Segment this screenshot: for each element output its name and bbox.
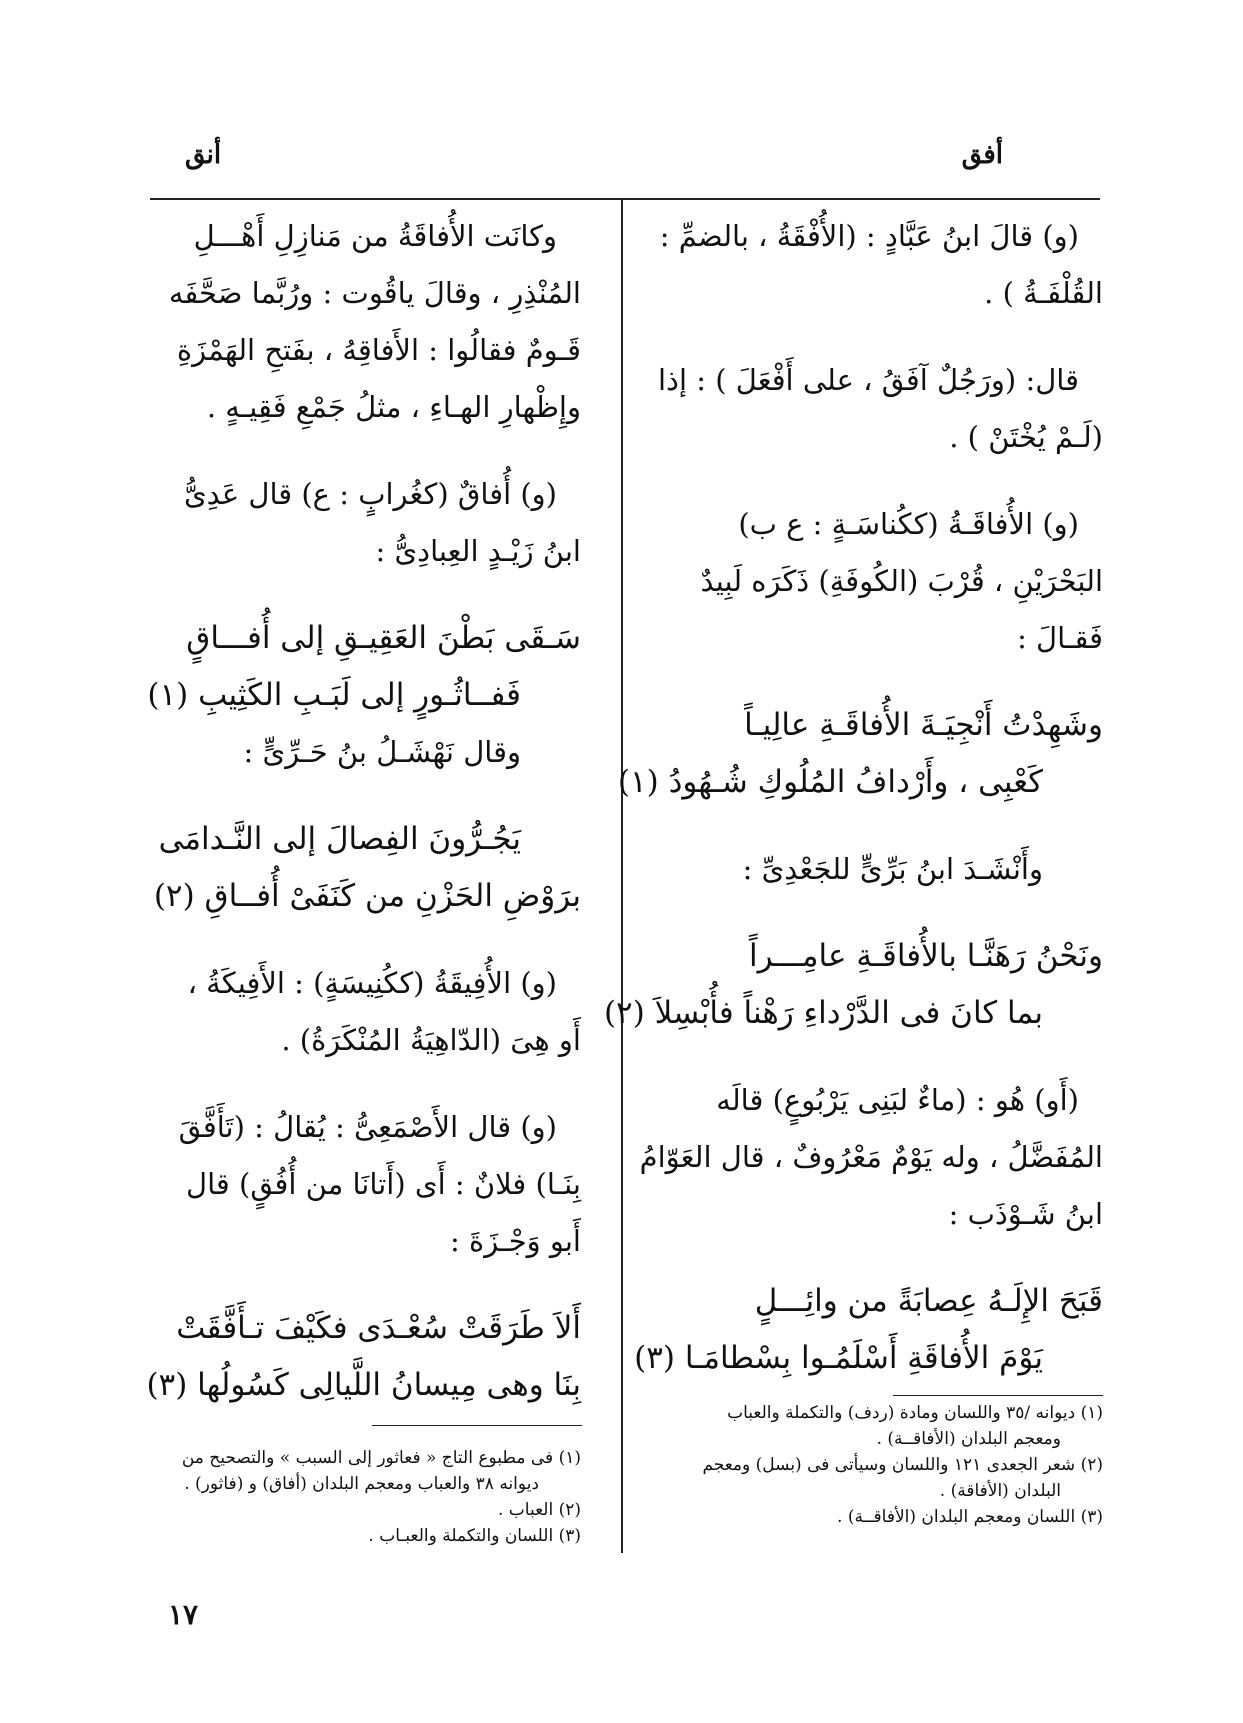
line-gap [121,580,581,610]
text-line: (و) الأُفِيقَةُ (ككُنِيسَةٍ) : الأَفِيكَةُ ، [187,966,557,1000]
verse-line: فَفــاثُـورٍ إلى لَبَـبِ الكَثِيبِ (١) [147,677,521,713]
line-gap [643,898,1103,928]
text-line: بِنَـا) فلانٌ : أَى (أَتانَا من أُفُقٍ) قال [186,1167,581,1201]
verse-line: سَـقَى بَطْنَ العَقِيـقِ إلى أُفـــاقٍ [186,620,581,656]
footnote: (٣) اللسان والتكملة والعبـاب . [368,1526,581,1546]
line-gap [121,781,581,811]
line-gap [643,322,1103,352]
verse-line: ونَحْنُ رَهَنَّـا بالأُفاقَـةِ عامِـــراً [748,938,1103,974]
line-gap [643,466,1103,496]
text-line: (و) أُفاقٌ (كغُرابٍ : ع) قال عَدِىُّ [183,477,557,511]
line-gap [121,1270,581,1300]
verse-line: يَوْمَ الأُفاقَةِ أَسْلَمُـوا بِسْطامَـا (٣) [634,1340,1043,1376]
footnote: (٢) شعر الجعدى ١٢١ واللسان وسيأتى فى (بسل) ومعجم [702,1455,1103,1475]
running-head-left: أنق [185,140,222,170]
verse-line: قَبَحَ الإِلَـهُ عِصابَةً من وائِـــلٍ [754,1283,1103,1319]
footnote: ديوانه ٣٨ والعباب ومعجم البلدان (أفاق) و (فاثور) . [184,1474,539,1494]
line-gap [121,1069,581,1099]
line-gap [121,925,581,955]
text-line: فَقـالَ : [1017,621,1103,655]
text-line: وكانَت الأُفاقَةُ من مَنازِلِ أَهْـــلِ [193,219,557,253]
text-line: المُفَضَّلُ ، وله يَوْمٌ مَعْرُوفٌ ، قال العَوّامُ [639,1140,1103,1174]
text-line: (و) قالَ ابنُ عَبَّادٍ : (الأُفْقَةُ ، بالضمِّ : [659,219,1079,253]
verse-line: كَعْبِى ، وأَرْدافُ المُلُوكِ شُـهُودُ (١) [617,764,1043,800]
footnote: ومعجم البلدان (الأفاقــة) . [876,1429,1061,1449]
left-column [121,208,581,1414]
text-line: وأَنْشَـدَ ابنُ بَرِّىٍّ للجَعْدِىِّ : [742,852,1043,886]
text-line: (و) الأُفاقَـةُ (ككُناسَـةٍ : ع ب) [738,507,1079,541]
text-line: وإِظْهارِ الهـاءِ ، مثلُ جَمْعِ فَقِيـهٍ . [206,390,581,424]
text-line: أَو هِىَ (الدّاهِيَةُ المُنْكَرَةُ) . [281,1023,581,1057]
text-line: (أَو) هُو : (ماءٌ لبَنِى يَرْبُوعٍ) قالَه [716,1083,1079,1117]
text-line: ابنُ شَـوْذَب : [948,1197,1103,1231]
verse-line: أَلاَ طَرَقَتْ سُعْـدَى فكَيْفَ تـأَفَّقَتْ [176,1310,581,1346]
line-gap [643,1243,1103,1273]
text-line: أَبو وَجْـزَةَ : [450,1224,581,1258]
text-line: ابنُ زَيْـدٍ العِبادِىُّ : [375,534,581,568]
right-column [603,208,1103,1387]
column-divider [621,198,623,1553]
text-line: وقال نَهْشَـلُ بنُ حَـرِّىٍّ : [243,735,521,769]
line-gap [643,811,1103,841]
footnote: البلدان (الأفاقة) . [939,1481,1061,1501]
line-gap [643,667,1103,697]
line-gap [643,1042,1103,1072]
line-gap [121,436,581,466]
verse-line: برَوْضِ الحَزْنِ من كَنَفَىْ أُفــاقِ (٢) [153,878,581,914]
verse-line: بِنَا وهى مِيسانُ اللَّيالِى كَسُولُها (٣) [146,1367,581,1403]
footnote-rule [372,1425,582,1426]
running-head-right: أفق [961,140,1003,170]
page-number: ١٧ [168,1598,199,1631]
footnote: (١) ديوانه /٣٥ واللسان ومادة (ردف) والتكملة والعباب [727,1403,1103,1423]
verse-line: بما كانَ فى الدَّرْداءِ رَهْناً فأُبْسِلاَ (٢) [603,995,1043,1031]
footnote: (٣) اللسان ومعجم البلدان (الأفاقــة) . [837,1507,1103,1527]
footnote-rule [893,1395,1103,1396]
verse-line: وشَهِدْتُ أَنْجِيَـةَ الأُفاقَـةِ عالِيـاً [744,707,1103,743]
text-line: القُلْفَـةُ ) . [984,276,1103,310]
text-line: قال: (ورَجُلٌ آفَقُ ، على أَفْعَلَ ) : إذا [657,363,1079,397]
text-line: قَـومٌ فقالُوا : الأَفاقِهُ ، بفَتحِ الهَمْزَةِ [176,333,581,367]
text-line: (لَـمْ يُخْتَنْ ) . [949,420,1103,454]
verse-line: يَجُـرُّونَ الفِصالَ إلى النَّـدامَى [158,821,521,857]
text-line: المُنْذِرِ ، وقالَ ياقُوت : ورُبَّما صَحَّفَه [168,276,581,310]
header-rule [150,198,1100,200]
footnote: (٢) العباب . [497,1500,581,1520]
right-footnotes [633,1400,1103,1530]
footnote: (١) فى مطبوع التاج « فعاثور إلى السبب » والتصحيح من [181,1448,581,1468]
left-footnotes [121,1445,581,1549]
text-line: (و) قال الأَصْمَعِىُّ : يُقالُ : (تَأَفَّقَ [178,1110,557,1144]
text-line: البَحْرَيْنِ ، قُرْبَ (الكُوفَةِ) ذَكَرَه لَبِيدٌ [700,564,1103,598]
